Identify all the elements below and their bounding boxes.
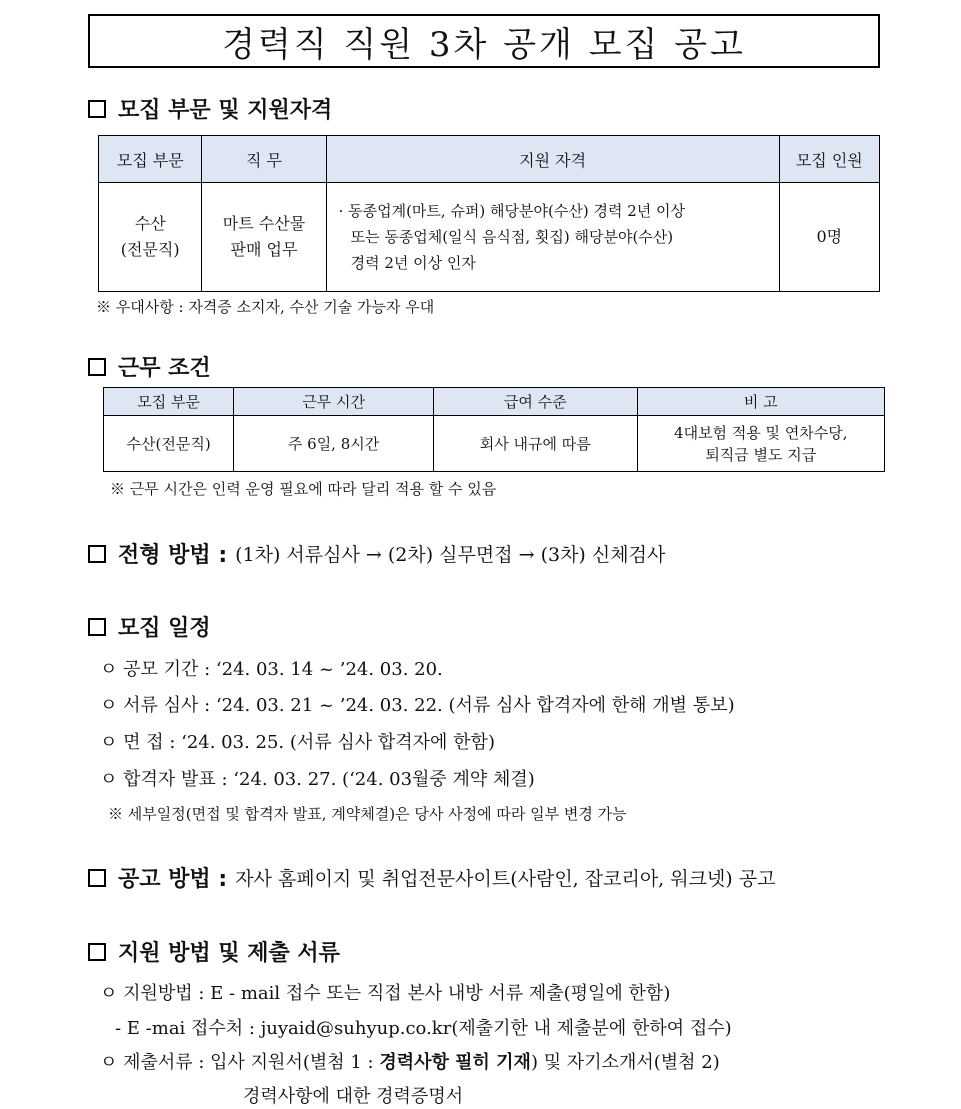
section-recruit-heading: 모집 부문 및 지원자격 — [88, 93, 332, 124]
cell-pay: 회사 내규에 따름 — [433, 416, 637, 472]
checkbox-square-icon — [88, 545, 106, 563]
header-dept: 모집 부문 — [104, 388, 234, 416]
cell-dept: 수산 (전문직) — [99, 183, 202, 292]
section-application-heading: 지원 방법 및 제출 서류 — [88, 936, 340, 967]
checkbox-square-icon — [88, 358, 106, 376]
schedule-item: ㅇ 공모 기간 : ‘24. 03. 14 ~ ’24. 03. 20. — [100, 659, 443, 680]
cell-count: 0명 — [779, 183, 879, 292]
application-method: ㅇ 지원방법 : E - mail 접수 또는 직접 본사 내방 서류 제출(평일에 한함) — [100, 983, 671, 1004]
header-count: 모집 인원 — [779, 136, 879, 183]
work-hours-note: ※ 근무 시간은 인력 운영 필요에 따라 달리 적용 할 수 있음 — [110, 480, 497, 498]
section-schedule-heading: 모집 일정 — [88, 611, 211, 642]
section-announcement-heading: 공고 방법 : 자사 홈페이지 및 취업전문사이트(사람인, 잡코리아, 워크넷) 공고 — [88, 862, 775, 893]
conditions-table — [103, 387, 885, 472]
header-job: 직 무 — [202, 136, 326, 183]
cell-qualification: · 동종업계(마트, 슈퍼) 해당분야(수산) 경력 2년 이상 또는 동종업체(일식 음식점, 횟집) 해당분야(수산) 경력 2년 이상 인자 — [326, 183, 779, 292]
checkbox-square-icon — [88, 618, 106, 636]
announcement-method: 자사 홈페이지 및 취업전문사이트(사람인, 잡코리아, 워크넷) 공고 — [235, 868, 776, 890]
header-hours: 근무 시간 — [234, 388, 434, 416]
schedule-item: ㅇ 면 접 : ‘24. 03. 25. (서류 심사 합격자에 한함) — [100, 732, 495, 753]
section-conditions-heading: 근무 조건 — [88, 351, 211, 382]
cell-job: 마트 수산물 판매 업무 — [202, 183, 326, 292]
schedule-note: ※ 세부일정(면접 및 합격자 발표, 계약체결)은 당사 사정에 따라 일부 변경 가능 — [108, 805, 627, 823]
checkbox-square-icon — [88, 943, 106, 961]
schedule-item: ㅇ 합격자 발표 : ‘24. 03. 27. (‘24. 03월중 계약 체결) — [100, 769, 535, 790]
header-qualification: 지원 자격 — [326, 136, 779, 183]
header-remark: 비 고 — [637, 388, 884, 416]
cell-remark: 4대보험 적용 및 연차수당, 퇴직금 별도 지급 — [637, 416, 884, 472]
section-selection-heading: 전형 방법 : (1차) 서류심사 → (2차) 실무면접 → (3차) 신체검사 — [88, 538, 665, 569]
cell-dept: 수산(전문직) — [104, 416, 234, 472]
checkbox-square-icon — [88, 100, 106, 118]
header-pay: 급여 수준 — [433, 388, 637, 416]
checkbox-square-icon — [88, 869, 106, 887]
recruit-table — [98, 135, 880, 292]
selection-steps: (1차) 서류심사 → (2차) 실무면접 → (3차) 신체검사 — [235, 544, 666, 566]
page-title: 경력직 직원 3차 공개 모집 공고 — [88, 14, 880, 68]
preference-note: ※ 우대사항 : 자격증 소지자, 수산 기술 가능자 우대 — [96, 298, 435, 316]
documents-line-2: 경력사항에 대한 경력증명서 — [243, 1086, 464, 1107]
email-address-line: - E -mai 접수처 : juyaid@suhyup.co.kr(제출기한 내 제출분에 한하여 접수) — [115, 1018, 732, 1039]
documents-line: ㅇ 제출서류 : 입사 지원서(별첨 1 : 경력사항 필히 기재) 및 자기소개서(별첨 2) — [100, 1052, 720, 1073]
schedule-item: ㅇ 서류 심사 : ‘24. 03. 21 ~ ’24. 03. 22. (서류 심사 합격자에 한해 개별 통보) — [100, 695, 735, 716]
header-dept: 모집 부문 — [99, 136, 202, 183]
cell-hours: 주 6일, 8시간 — [234, 416, 434, 472]
